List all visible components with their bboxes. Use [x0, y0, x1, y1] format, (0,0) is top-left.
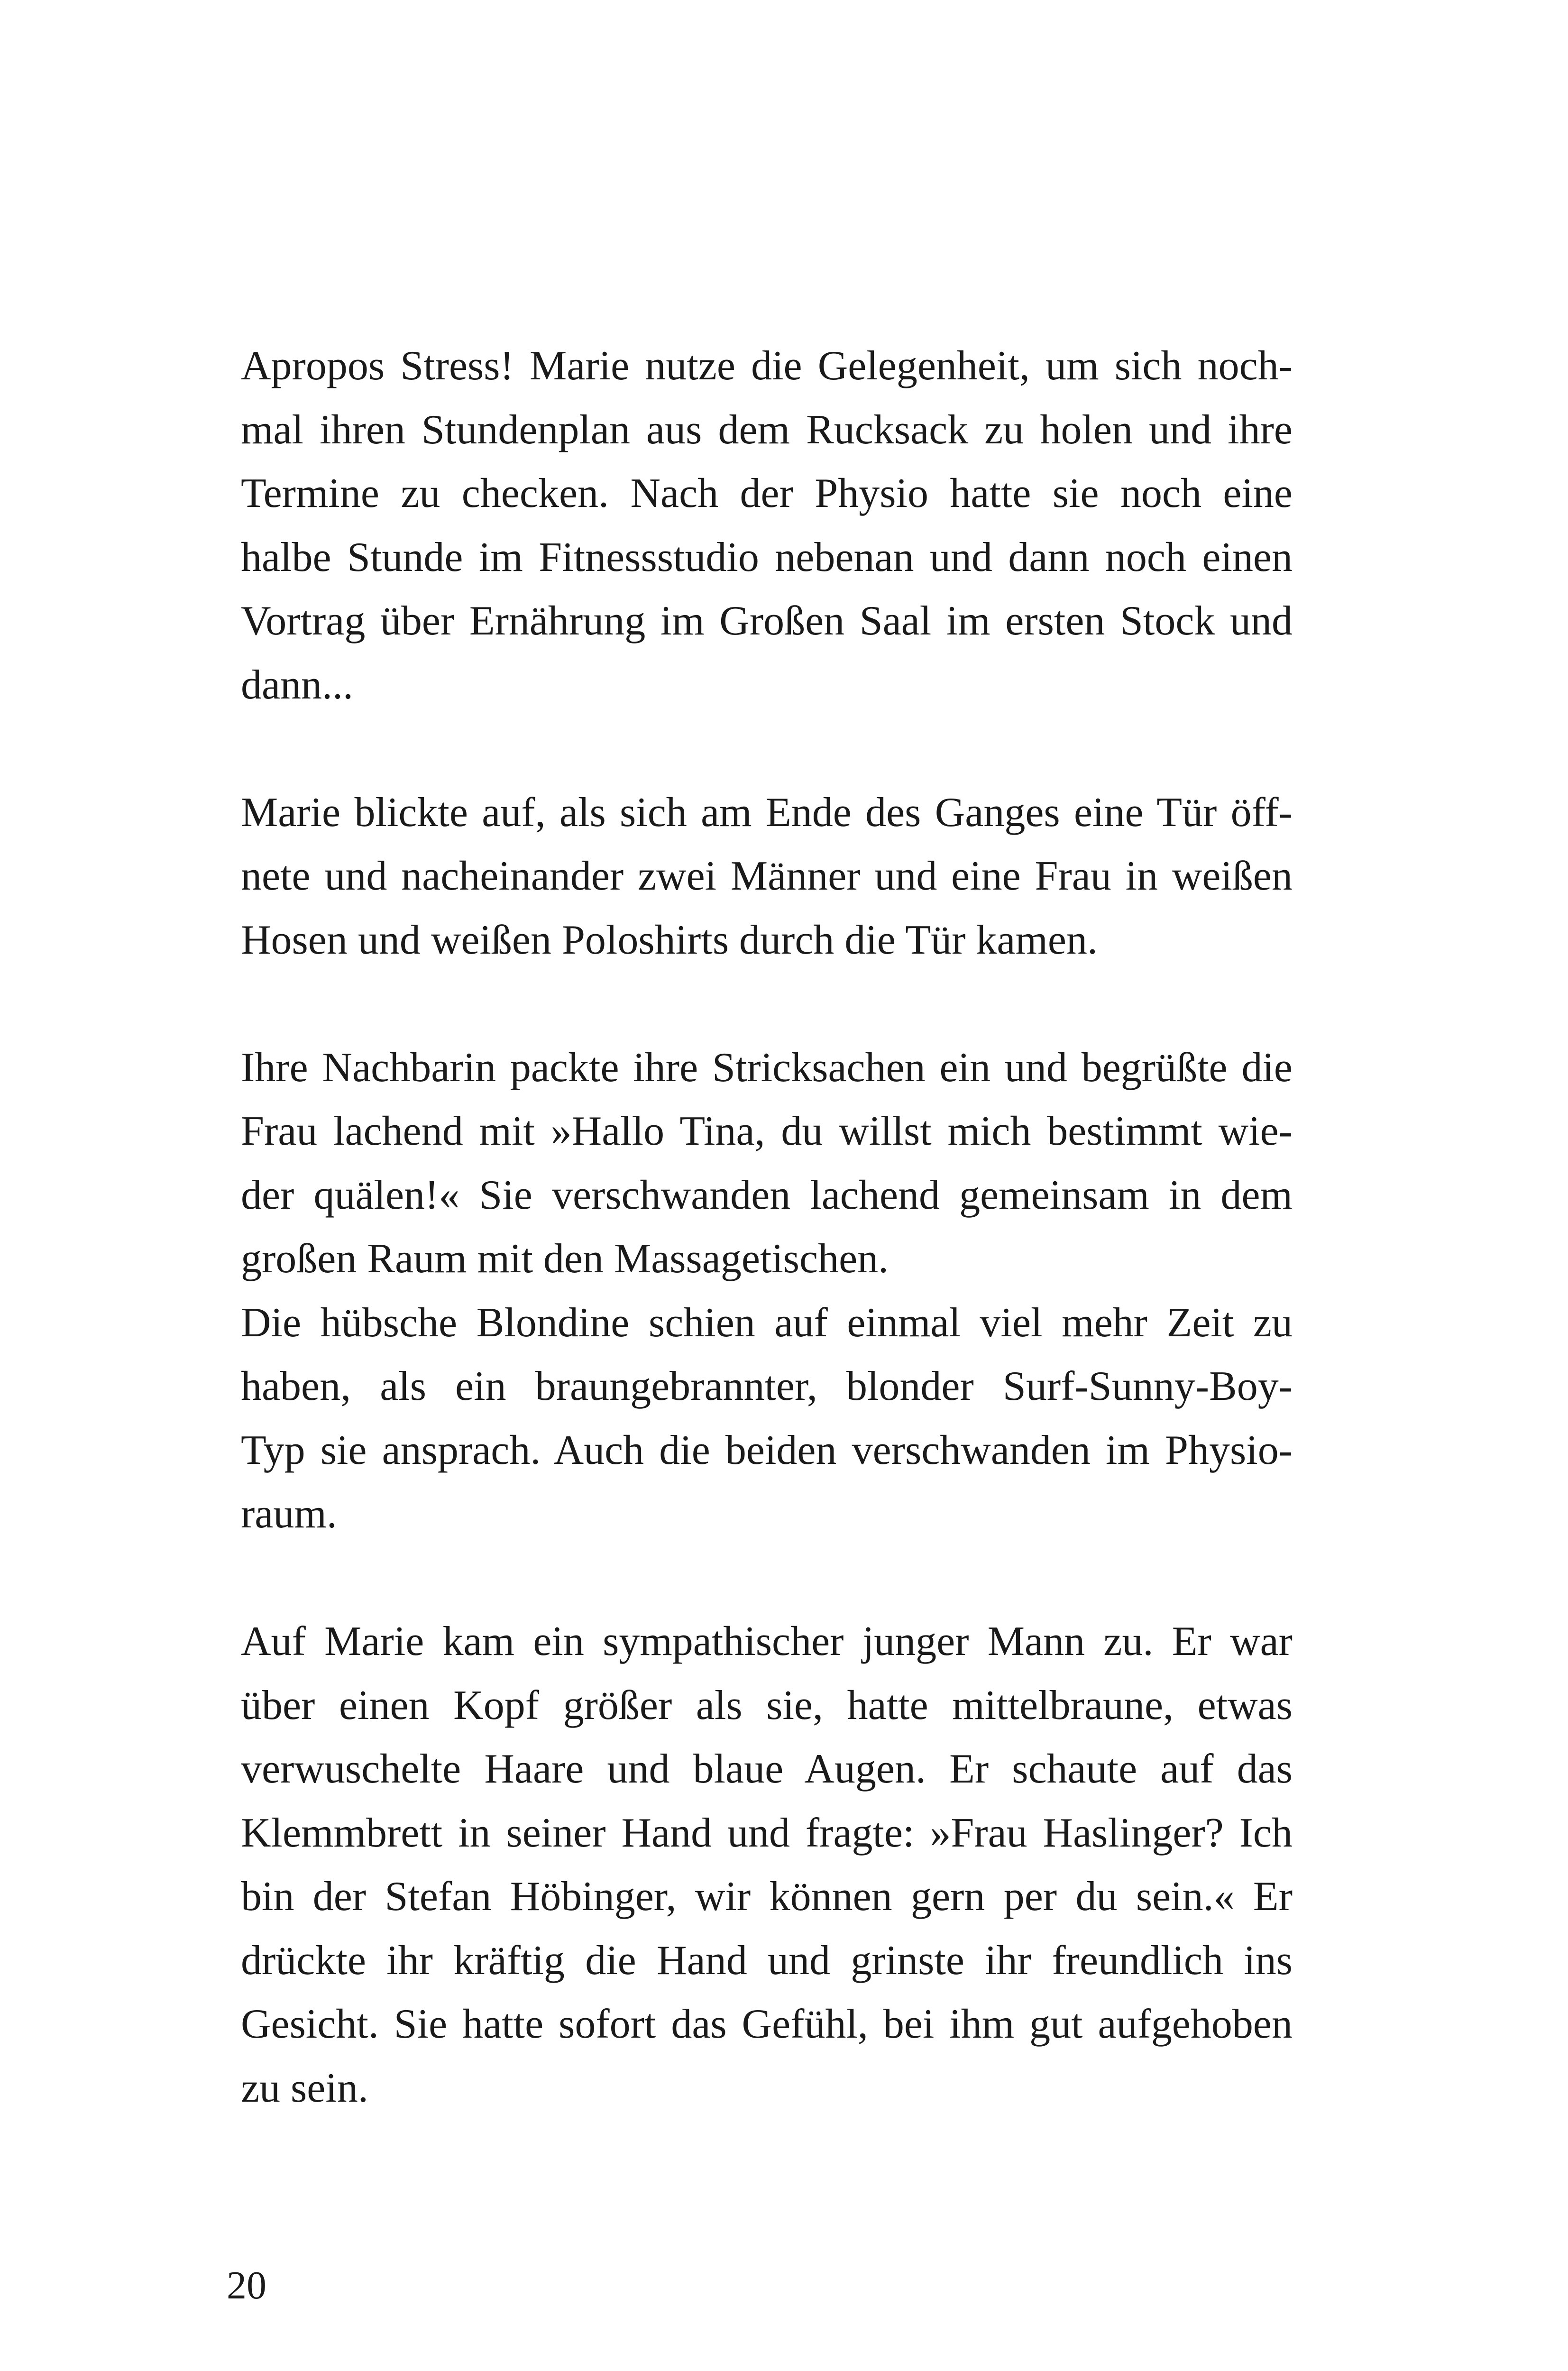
paragraph-5: [241, 1610, 1293, 2120]
text-line: dann...: [241, 662, 354, 708]
page-number: 20: [227, 2263, 266, 2307]
text-line: halbe Stunde im Fitnessstudio nebenan und dann noch einen: [241, 534, 1293, 580]
text-line: mal ihren Stundenplan aus dem Rucksack zu holen und ihre: [241, 406, 1293, 453]
text-line: Auf Marie kam ein sympathischer junger Mann zu. Er war: [241, 1618, 1293, 1664]
paragraph-2: [241, 781, 1293, 973]
paragraph-gap: [241, 1546, 1293, 1610]
body-text: [241, 334, 1293, 2120]
paragraph-1: [241, 334, 1293, 717]
text-line: zu sein.: [241, 2065, 368, 2111]
paragraph-gap: [241, 717, 1293, 781]
text-line: verwuschelte Haare und blaue Augen. Er schaute auf das: [241, 1746, 1293, 1792]
text-line: Apropos Stress! Marie nutze die Gelegenheit, um sich noch-: [241, 343, 1293, 389]
text-line: Frau lachend mit »Hallo Tina, du willst mich bestimmt wie-: [241, 1108, 1293, 1154]
text-line: Klemmbrett in seiner Hand und fragte: »Frau Haslinger? Ich: [241, 1810, 1293, 1856]
text-line: großen Raum mit den Massagetischen.: [241, 1236, 889, 1282]
text-line: bin der Stefan Höbinger, wir können gern per du sein.« Er: [241, 1874, 1293, 1920]
text-line: Gesicht. Sie hatte sofort das Gefühl, bei ihm gut aufgehoben: [241, 2001, 1293, 2047]
text-line: Die hübsche Blondine schien auf einmal viel mehr Zeit zu: [241, 1299, 1293, 1346]
text-line: Vortrag über Ernährung im Großen Saal im ersten Stock und: [241, 598, 1293, 644]
text-line: Marie blickte auf, als sich am Ende des Ganges eine Tür öff-: [241, 789, 1293, 836]
paragraph-3: [241, 1036, 1293, 1291]
text-line: Typ sie ansprach. Auch die beiden verschwanden im Physio-: [241, 1427, 1293, 1473]
text-line: drückte ihr kräftig die Hand und grinste ihr freundlich ins: [241, 1937, 1293, 1984]
text-line: Termine zu checken. Nach der Physio hatte sie noch eine: [241, 470, 1293, 516]
text-line: der quälen!« Sie verschwanden lachend gemeinsam in dem: [241, 1172, 1293, 1218]
text-line: Hosen und weißen Poloshirts durch die Tür kamen.: [241, 917, 1098, 963]
paragraph-gap: [241, 972, 1293, 1036]
text-line: nete und nacheinander zwei Männer und eine Frau in weißen: [241, 853, 1293, 899]
text-line: raum.: [241, 1491, 337, 1537]
text-line: haben, als ein braungebrannter, blonder Surf-Sunny-Boy-: [241, 1363, 1293, 1409]
text-line: über einen Kopf größer als sie, hatte mittelbraune, etwas: [241, 1682, 1293, 1728]
paragraph-4: [241, 1291, 1293, 1546]
text-line: Ihre Nachbarin packte ihre Stricksachen ein und begrüßte die: [241, 1044, 1293, 1091]
